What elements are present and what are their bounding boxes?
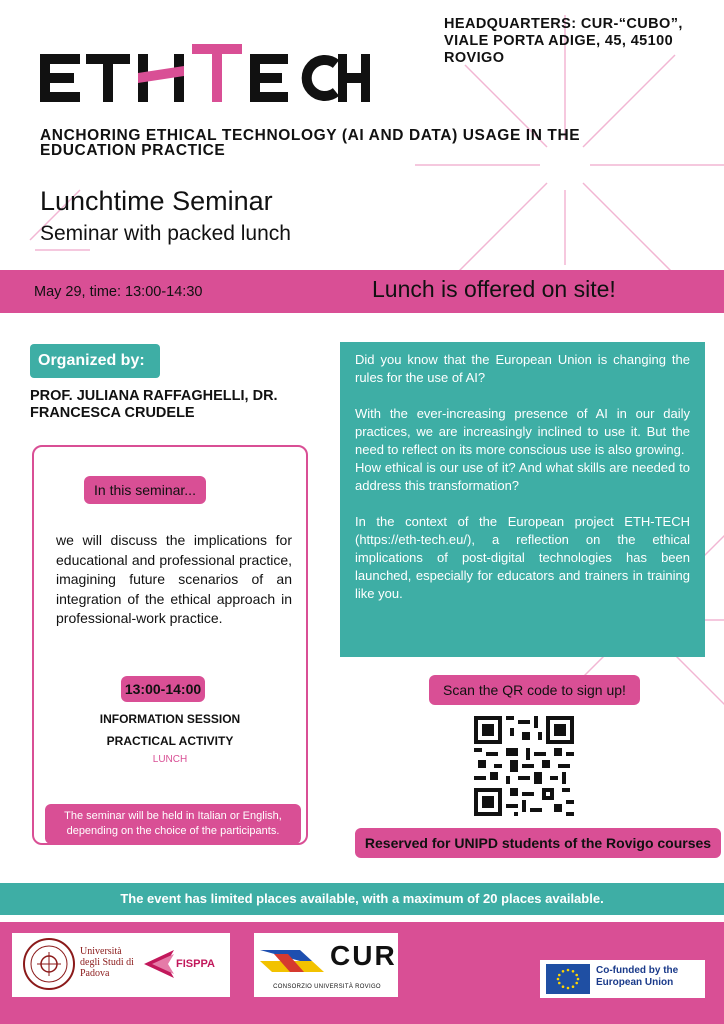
page-tagline: Seminar with packed lunch [40,222,291,245]
organized-by-label: Organized by: [30,344,160,378]
limited-places-note: The event has limited places available, with a maximum of 20 places available. [120,891,604,906]
info-paragraph: How ethical is our use of it? And what skills are needed to address this transformation? [355,460,690,493]
ethtech-logo [40,42,370,112]
info-paragraph: With the ever-increasing presence of AI in our daily practices, we are increasingly inclined to use it. But the need to reflect on its more conscious use is also growing. [355,406,690,457]
fisppa-logo-icon [144,950,176,978]
cur-logo-icon [260,942,324,980]
session-time: 13:00-14:00 [121,676,205,702]
language-note: The seminar will be held in Italian or English, depending on the choice of the participants. [45,804,301,844]
cur-logo-subtitle: CONSORZIO UNIVERSITÀ ROVIGO [273,984,381,990]
unipd-logo-text: Università degli Studi di Padova [80,946,134,979]
eu-flag-icon [546,964,590,994]
info-paragraph: Did you know that the European Union is changing the rules for the use of AI? [355,352,690,385]
page-title: Lunchtime Seminar [40,186,273,216]
agenda-item: INFORMATION SESSION [99,712,241,726]
reserved-note: Reserved for UNIPD students of the Rovigo courses [355,828,721,858]
info-paragraph: In the context of the European project ETH-TECH (https://eth-tech.eu/), a reflection on the ethical implications of post-digital technologies has been launched, especially for educators and trainers in training like you. [355,514,690,601]
agenda-item: PRACTICAL ACTIVITY [106,734,234,748]
eu-cofunded-text: Co-funded by the European Union [596,965,679,988]
event-subtitle: ANCHORING ETHICAL TECHNOLOGY (AI AND DATA) USAGE IN THE EDUCATION PRACTICE [40,127,581,159]
agenda-item: LUNCH [152,754,188,765]
organizer-names: PROF. JULIANA RAFFAGHELLI, DR. FRANCESCA CRUDELE [30,388,278,421]
cur-logo-text: CUR [330,940,397,971]
venue-address: HEADQUARTERS: CUR-“CUBO”, VIALE PORTA ADIGE, 45, 45100 ROVIGO [444,16,683,66]
seminar-label: In this seminar... [84,476,206,504]
lunch-notice: Lunch is offered on site! [372,276,616,302]
qr-label: Scan the QR code to sign up! [429,675,640,705]
event-date: May 29, time: 13:00-14:30 [34,284,203,300]
qr-code-icon[interactable] [474,716,574,816]
seminar-card [32,445,308,845]
seminar-description: we will discuss the implications for educational and professional practice, imagining future scenarios of an integration of the ethical approach in professional-work practice. [56,532,292,626]
info-panel [340,342,705,657]
fisppa-logo-text: FISPPA [176,958,215,970]
unipd-seal-icon [22,937,76,991]
